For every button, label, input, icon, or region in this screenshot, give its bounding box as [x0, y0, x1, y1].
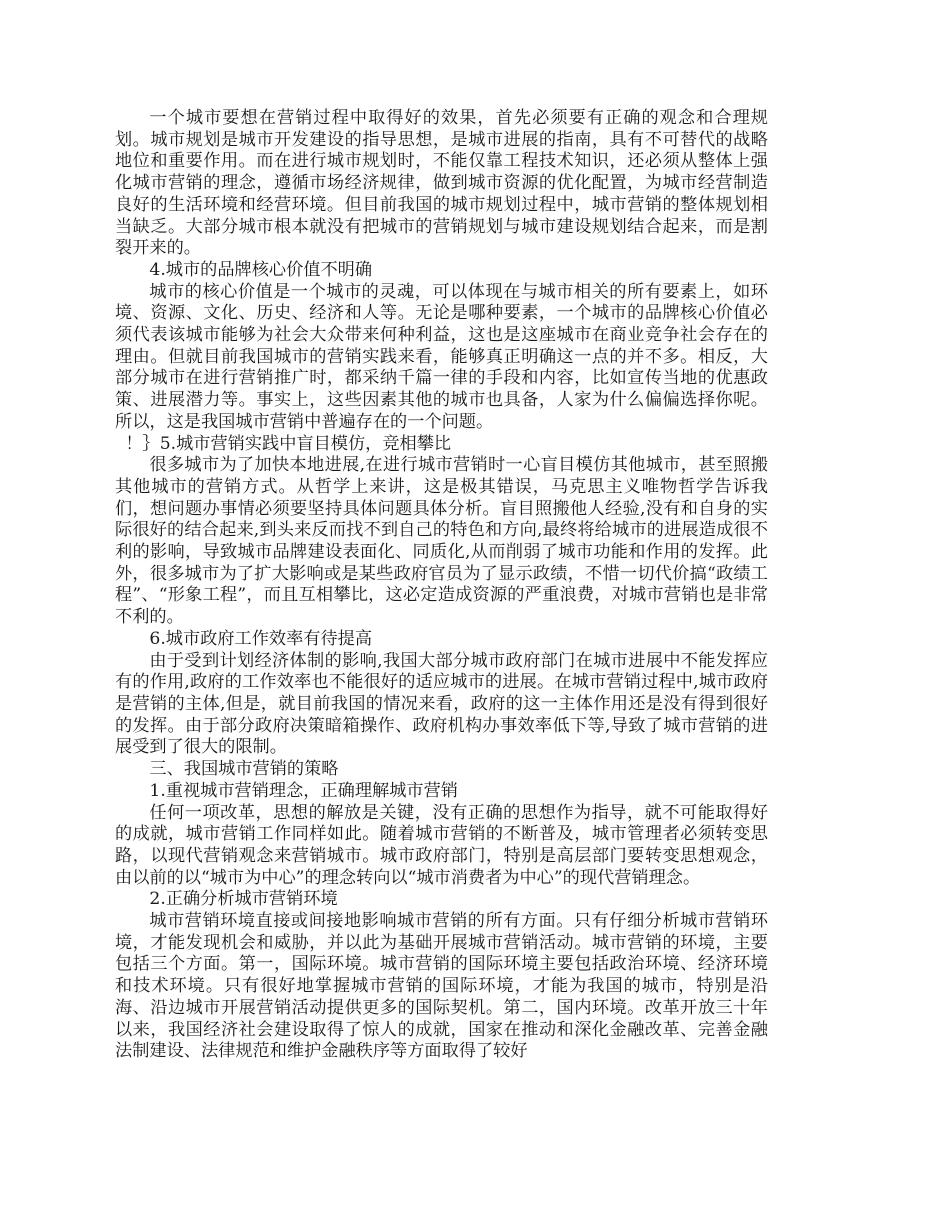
heading-2-marketing-environment: 2.正确分析城市营销环境: [149, 889, 338, 910]
paragraph-marketing-concept: 任何一项改革，思想的解放是关键，没有正确的思想作为指导，就不可能取得好的成就，城市营销工作同样如此。随着城市营销的不断普及，城市管理者必须转变思路，以现代营销观念来营销城市。城市政府部门，特别是高层部门要转变思想观念，由以前的以“城市为中心”的理念转向以“城市消费者为中心”的现代营销理念。: [115, 802, 768, 888]
heading-1-marketing-concept: 1.重视城市营销理念，正确理解城市营销: [149, 780, 458, 801]
paragraph-brand-core-value: 城市的核心价值是一个城市的灵魂，可以体现在与城市相关的所有要素上，如环境、资源、文化、历史、经济和人等。无论是哪种要素，一个城市的品牌核心价值必须代表该城市能够为社会大众带来何种利益，这也是这座城市在商业竞争社会存在的理由。但就目前我国城市的营销实践来看，能够真正明确这一点的并不多。相反，大部分城市在进行营销推广时，都采纳千篇一律的手段和内容，比如宣传当地的优惠政策、进展潜力等。事实上，这些因素其他的城市也具备，人家为什么偏偏选择你呢。所以，这是我国城市营销中普遍存在的一个问题。: [115, 281, 768, 432]
paragraph-government-efficiency: 由于受到计划经济体制的影响,我国大部分城市政府部门在城市进展中不能发挥应有的作用,政府的工作效率也不能很好的适应城市的进展。在城市营销过程中,城市政府是营销的主体,但是，就目前我国的情况来看，政府的这一主体作用还是没有得到很好的发挥。由于部分政府决策暗箱操作、政府机构办事效率低下等,导致了城市营销的进展受到了很大的限制。: [115, 650, 768, 758]
paragraph-planning: 一个城市要想在营销过程中取得好的效果，首先必须要有正确的观念和合理规划。城市规划是城市开发建设的指导思想，是城市进展的指南，具有不可替代的战略地位和重要作用。而在进行城市规划时，不能仅靠工程技术知识，还必须从整体上强化城市营销的理念，遵循市场经济规律，做到城市资源的优化配置，为城市经营制造良好的生活环境和经营环境。但目前我国的城市规划过程中，城市营销的整体规划相当缺乏。大部分城市根本就没有把城市的营销规划与城市建设规划结合起来，而是割裂开来的。: [115, 108, 768, 259]
paragraph-blind-imitation: 很多城市为了加快本地进展,在进行城市营销时一心盲目模仿其他城市，甚至照搬其他城市的营销方式。从哲学上来讲，这是极其错误，马克思主义唯物哲学告诉我们，想问题办事情必须要坚持具体问题具体分析。盲目照搬他人经验,没有和自身的实际很好的结合起来,到头来反而找不到自己的特色和方向,最终将给城市的进展造成很不利的影响，导致城市品牌建设表面化、同质化,从而削弱了城市功能和作用的发挥。此外，很多城市为了扩大影响或是某些政府官员为了显示政绩，不惜一切代价搞“政绩工程”、“形象工程”，而且互相攀比，这必定造成资源的严重浪费，对城市营销也是非常不利的。: [115, 455, 768, 628]
document-body: [115, 108, 768, 1063]
paragraph-marketing-environment: 城市营销环境直接或间接地影响城市营销的所有方面。只有仔细分析城市营销环境，才能发现机会和威胁，并以此为基础开展城市营销活动。城市营销的环境，主要包括三个方面。第一，国际环境。城市营销的国际环境主要包括政治环境、经济环境和技术环境。只有很好地掌握城市营销的国际环境，才能为我国的城市，特别是沿海、沿边城市开展营销活动提供更多的国际契机。第二，国内环境。改革开放三十年以来，我国经济社会建设取得了惊人的成就，国家在推动和深化金融改革、完善金融法制建设、法律规范和维护金融秩序等方面取得了较好: [115, 911, 768, 1062]
heading-5-blind-imitation: ！｝5.城市营销实践中盲目模仿，竞相攀比: [125, 433, 452, 454]
heading-section-3-strategy: 三、我国城市营销的策略: [149, 759, 339, 780]
heading-6-government-efficiency: 6.城市政府工作效率有待提高: [149, 628, 373, 649]
heading-4-brand-core-value: 4.城市的品牌核心价值不明确: [149, 259, 373, 280]
